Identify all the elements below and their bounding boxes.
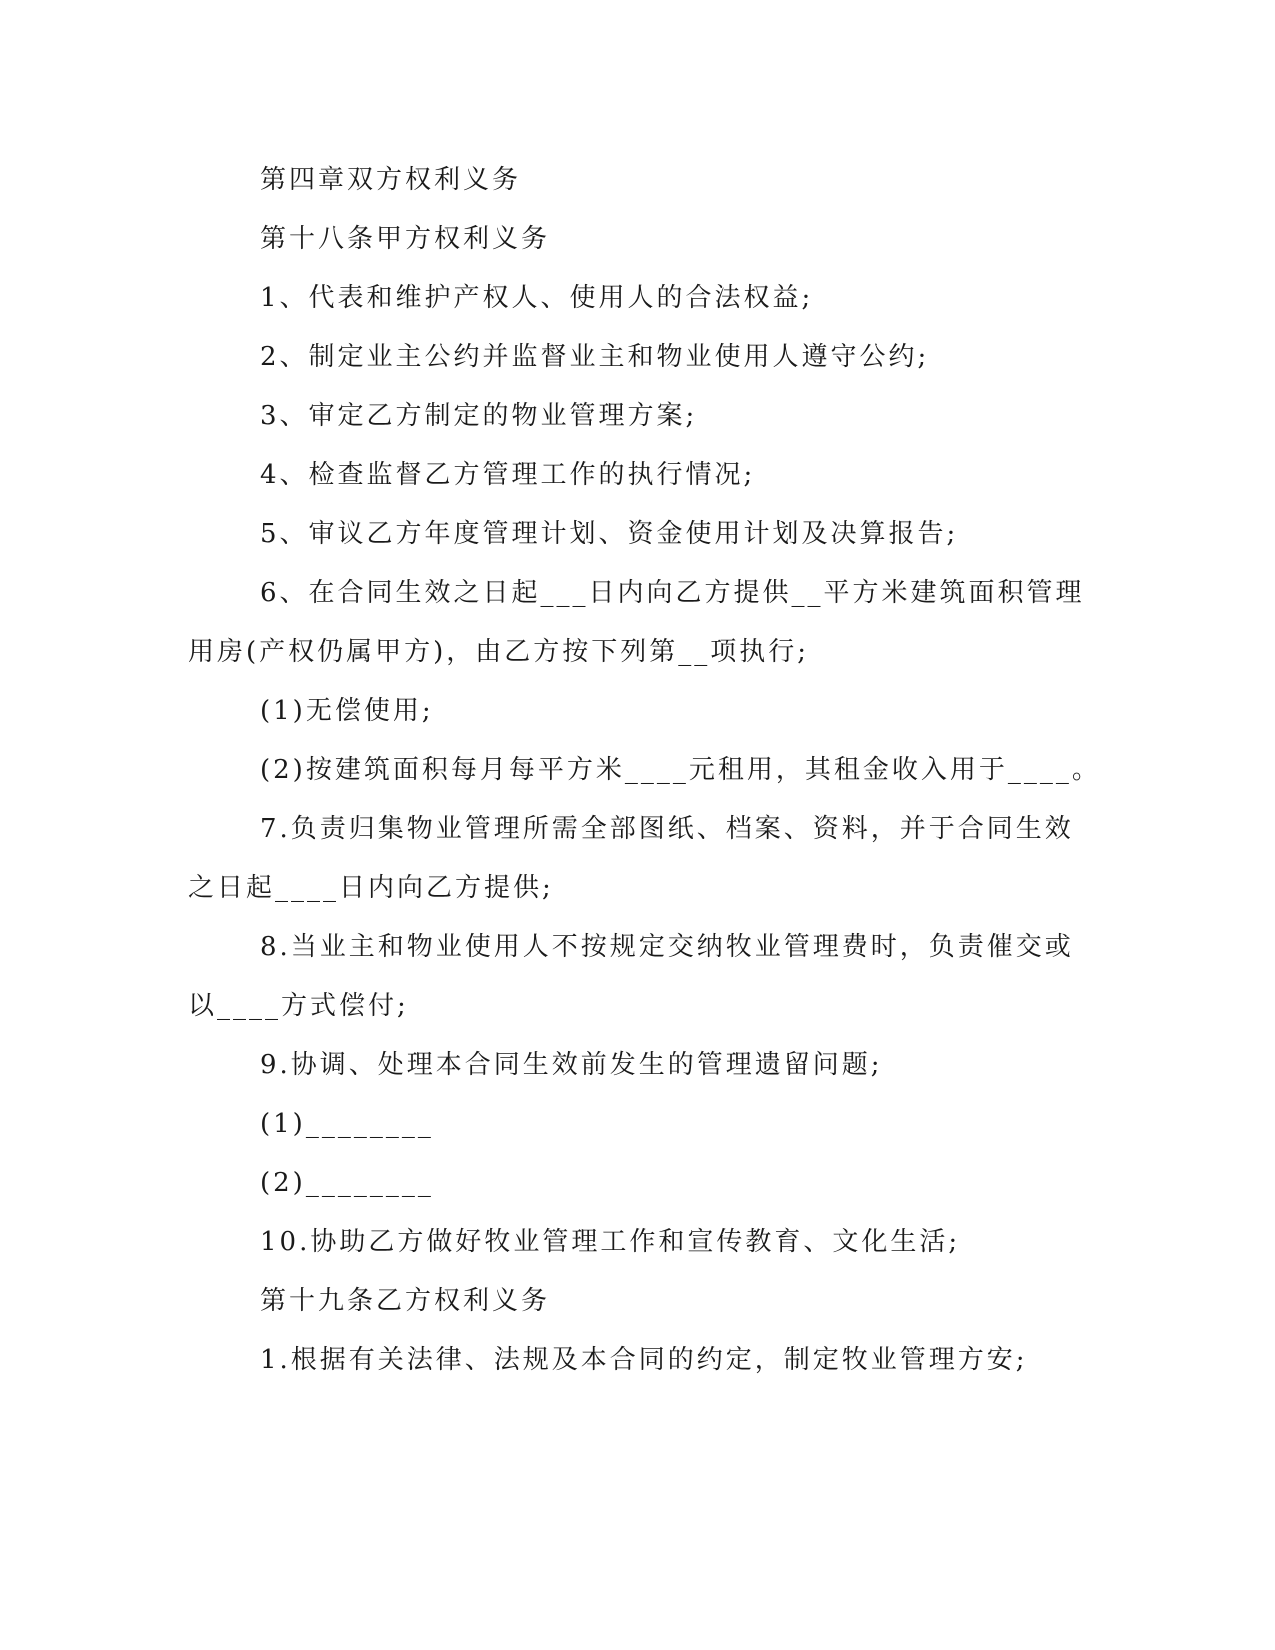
paragraph-line: 9.协调、处理本合同生效前发生的管理遗留问题; (260, 1050, 883, 1080)
chapter-heading: 第四章双方权利义务 (260, 165, 522, 195)
paragraph-line: 4、检查监督乙方管理工作的执行情况; (260, 460, 756, 490)
paragraph-line: 6、在合同生效之日起___日内向乙方提供__平方米建筑面积管理 (260, 578, 1085, 608)
paragraph-line: 1、代表和维护产权人、使用人的合法权益; (260, 283, 814, 313)
paragraph-line: 5、审议乙方年度管理计划、资金使用计划及决算报告; (260, 519, 959, 549)
article-19-heading: 第十九条乙方权利义务 (260, 1286, 551, 1316)
paragraph-line: 3、审定乙方制定的物业管理方案; (260, 401, 698, 431)
paragraph-line: 7.负责归集物业管理所需全部图纸、档案、资料，并于合同生效 (260, 814, 1074, 844)
paragraph-line: (1)________ (260, 1109, 434, 1139)
paragraph-line: 8.当业主和物业使用人不按规定交纳牧业管理费时，负责催交或 (260, 932, 1074, 962)
paragraph-line: (1)无偿使用; (260, 696, 434, 726)
paragraph-line: (2)________ (260, 1168, 434, 1198)
paragraph-continuation: 用房(产权仍属甲方)，由乙方按下列第__项执行; (188, 637, 810, 667)
paragraph-line: 1.根据有关法律、法规及本合同的约定，制定牧业管理方安; (260, 1345, 1028, 1375)
paragraph-line: 2、制定业主公约并监督业主和物业使用人遵守公约; (260, 342, 930, 372)
paragraph-continuation: 之日起____日内向乙方提供; (188, 873, 554, 903)
article-18-heading: 第十八条甲方权利义务 (260, 224, 551, 254)
paragraph-line: 10.协助乙方做好牧业管理工作和宣传教育、文化生活; (260, 1227, 961, 1257)
paragraph-continuation: 以____方式偿付; (188, 991, 409, 1021)
paragraph-line: (2)按建筑面积每月每平方米____元租用，其租金收入用于____。 (260, 755, 1101, 785)
